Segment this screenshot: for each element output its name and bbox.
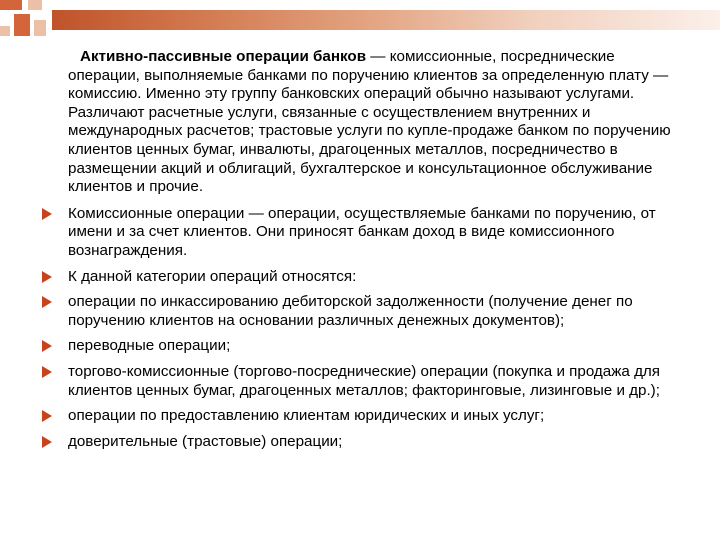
triangle-bullet-icon: [42, 208, 52, 220]
header-square: [34, 20, 46, 36]
bullet-item: [48, 433, 680, 452]
bullet-list: [48, 205, 680, 452]
bullet-text: операции по предоставлению клиентам юридических и иных услуг;: [68, 407, 545, 425]
triangle-bullet-icon: [42, 340, 52, 352]
slide-body: [48, 48, 680, 458]
bullet-text: Комиссионные операции — операции, осуществляемые банками по поручению, от имени и за счет клиентов. Они приносят банкам доход в виде комиссионного вознаграждения.: [68, 204, 656, 259]
intro-paragraph: [48, 48, 680, 197]
header-square: [0, 0, 22, 10]
bullet-text: доверительные (трастовые) операции;: [68, 432, 343, 450]
bullet-text: К данной категории операций относятся:: [68, 267, 357, 285]
header-square: [28, 0, 42, 10]
triangle-bullet-icon: [42, 436, 52, 448]
triangle-bullet-icon: [42, 296, 52, 308]
bullet-item: [48, 337, 680, 356]
bullet-text: торгово-комиссионные (торгово-посреднические) операции (покупка и продажа для клиентов ценных бумаг, драгоценных металлов; факторинговые, лизинговые и др.);: [68, 362, 661, 399]
bullet-item: [48, 293, 680, 330]
header-square: [14, 14, 30, 36]
bullet-item: [48, 407, 680, 426]
bullet-item: [48, 363, 680, 400]
triangle-bullet-icon: [42, 271, 52, 283]
header-square: [0, 26, 10, 36]
decorative-header: [0, 0, 720, 46]
triangle-bullet-icon: [42, 366, 52, 378]
bullet-item: [48, 205, 680, 261]
header-gradient-band: [52, 10, 720, 30]
bullet-text: переводные операции;: [68, 337, 231, 355]
bullet-text: операции по инкассированию дебиторской задолженности (получение денег по поручению клиентов на основании различных денежных документов);: [68, 293, 633, 329]
intro-definition: — комиссионные, посреднические операции, выполняемые банками по поручению клиентов за определенную плату — комиссию. Именно эту группу банковских операций обычно называют услугами. Различают расчетные услуги, связанные с осуществлением внутренних и международных расчетов; трастовые услуги по купле-продаже банком по поручению клиентов ценных бумаг, инвалюты, драгоценных металлов, посредничество в размещении акций и облигаций, бухгалтерское и консультационное обслуживание клиентов и прочие.: [68, 48, 671, 196]
bullet-item: [48, 268, 680, 287]
triangle-bullet-icon: [42, 410, 52, 422]
intro-term: Активно-пассивные операции банков: [80, 48, 367, 65]
